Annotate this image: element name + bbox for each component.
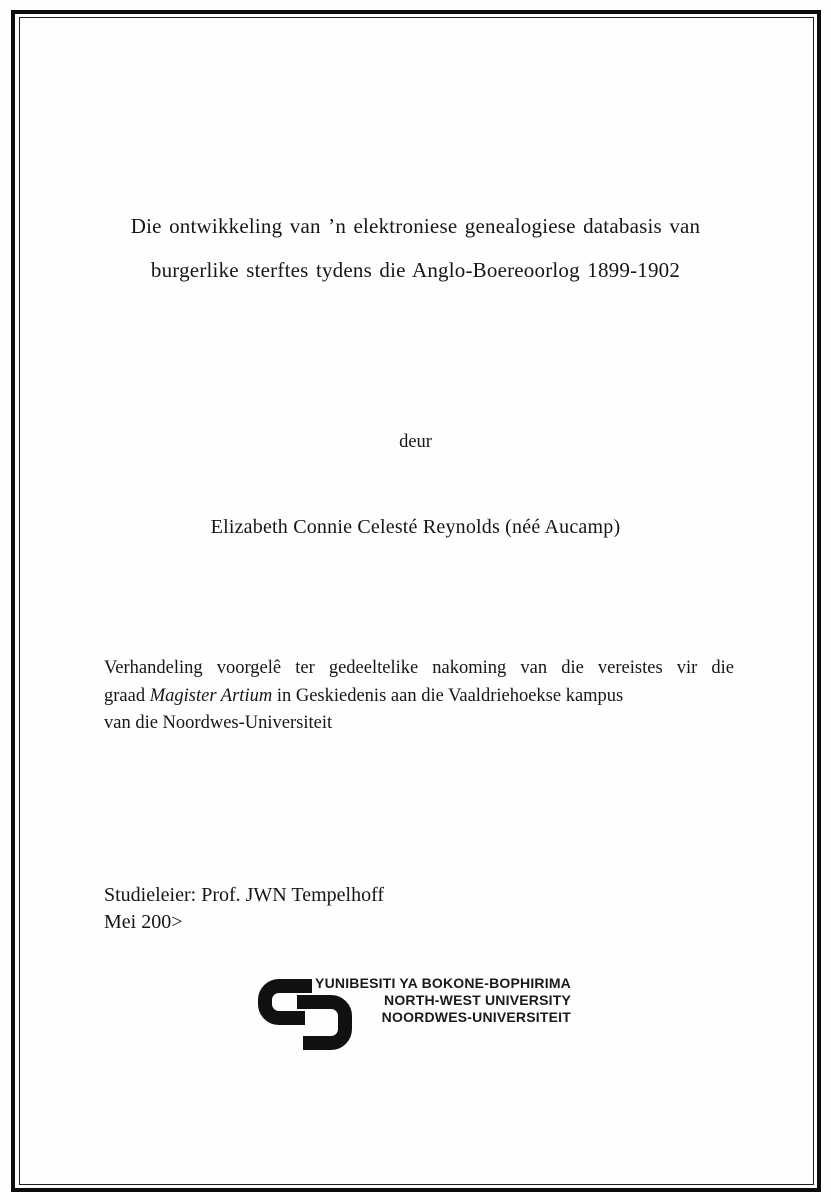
- university-name-afrikaans: NOORDWES-UNIVERSITEIT: [381, 1008, 571, 1025]
- degree-statement-line2-prefix: graad: [104, 685, 150, 706]
- degree-statement-line2-suffix: in Geskiedenis aan die Vaaldriehoekse kampus: [272, 685, 624, 706]
- university-name-setswana: YUNIBESITI YA BOKONE-BOPHIRIMA: [315, 975, 571, 991]
- thesis-title: [60, 204, 771, 292]
- university-name-english: NORTH-WEST UNIVERSITY: [384, 991, 571, 1008]
- thesis-title-line2: burgerlike sterftes tydens die Anglo-Boereoorlog 1899-1902: [150, 258, 681, 282]
- supervisor-block: [104, 882, 384, 936]
- thesis-title-line1: Die ontwikkeling van ’n elektroniese genealogiese databasis van: [130, 214, 701, 238]
- author-name: Elizabeth Connie Celesté Reynolds (néé Aucamp): [210, 516, 621, 538]
- degree-statement-line3: van die Noordwes-Universiteit: [104, 713, 333, 733]
- degree-statement-line2: [104, 683, 734, 711]
- byline: deur: [399, 432, 432, 452]
- degree-statement: [104, 655, 734, 738]
- date-line: Mei 200>: [104, 911, 183, 933]
- degree-statement-line1: Verhandeling voorgelê ter gedeeltelike nakoming van die vereistes vir die: [104, 658, 734, 678]
- degree-name-italic: Magister Artium: [149, 685, 273, 706]
- supervisor-line: Studieleier: Prof. JWN Tempelhoff: [104, 884, 385, 906]
- inner-border: [19, 17, 814, 1185]
